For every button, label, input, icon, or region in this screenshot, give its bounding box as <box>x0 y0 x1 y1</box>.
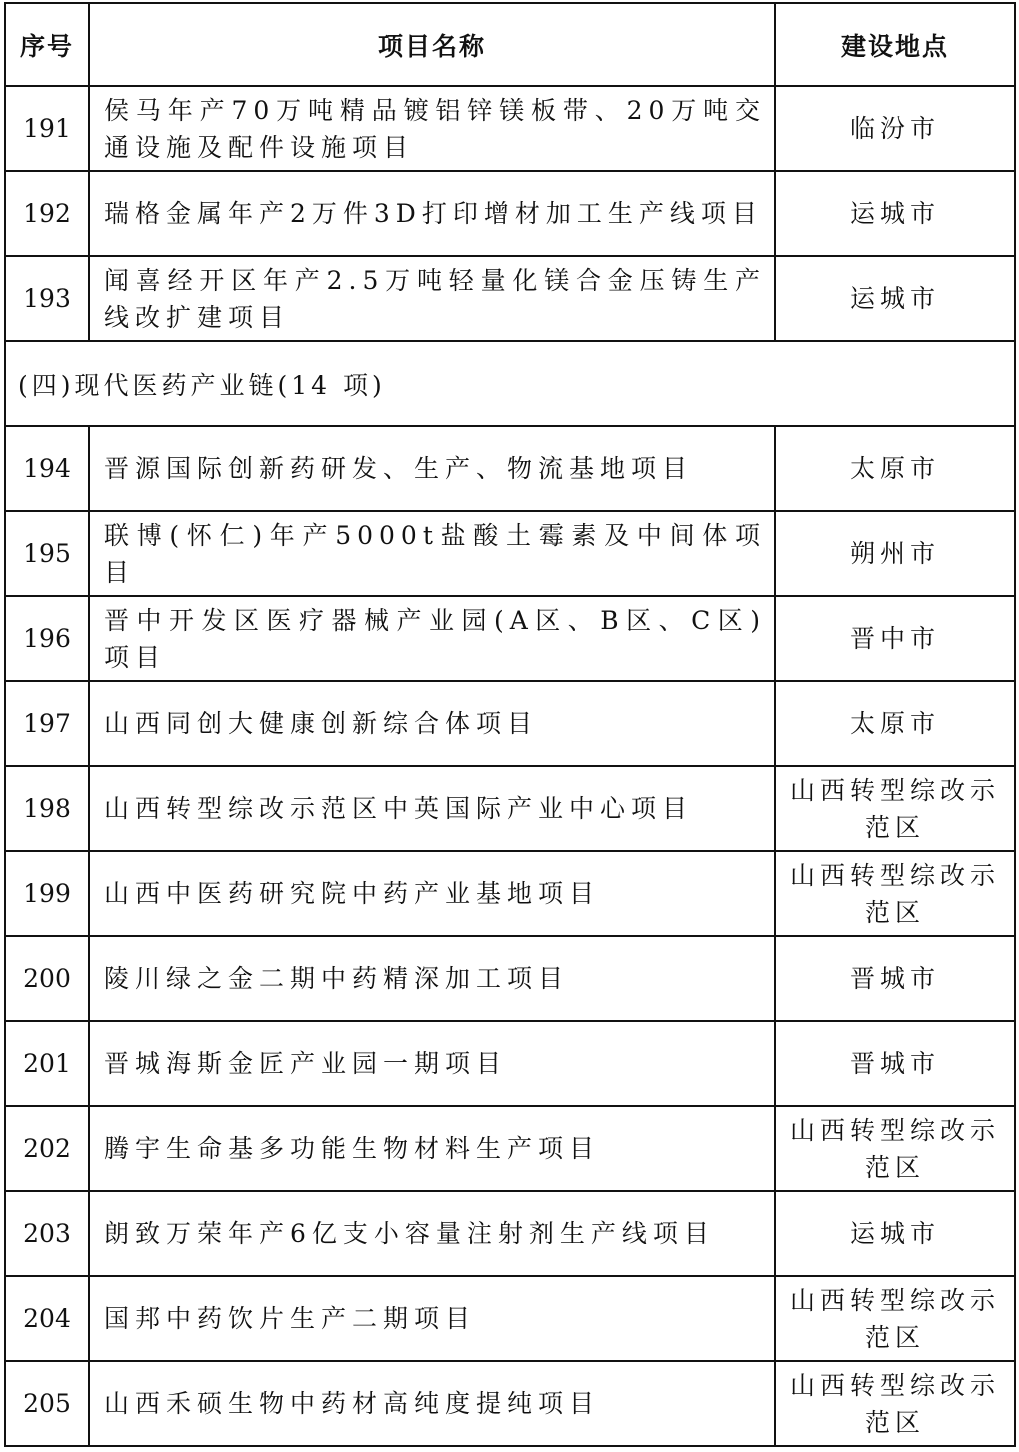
table-row <box>5 1276 1015 1361</box>
row-number: 195 <box>5 511 89 596</box>
row-number: 193 <box>5 256 89 341</box>
row-number: 191 <box>5 86 89 171</box>
row-location: 晋城市 <box>775 936 1015 1021</box>
row-location: 太原市 <box>775 426 1015 511</box>
row-project-name: 闻喜经开区年产2.5万吨轻量化镁合金压铸生产线改扩建项目 <box>89 256 775 341</box>
row-number: 197 <box>5 681 89 766</box>
row-location: 运城市 <box>775 1191 1015 1276</box>
table-row <box>5 596 1015 681</box>
project-table <box>4 2 1016 1447</box>
header-project-name: 项目名称 <box>89 3 775 86</box>
row-number: 204 <box>5 1276 89 1361</box>
row-project-name: 晋源国际创新药研发、生产、物流基地项目 <box>89 426 775 511</box>
row-location: 晋中市 <box>775 596 1015 681</box>
row-project-name: 晋城海斯金匠产业园一期项目 <box>89 1021 775 1106</box>
table-row <box>5 1361 1015 1446</box>
row-project-name: 陵川绿之金二期中药精深加工项目 <box>89 936 775 1021</box>
table-row <box>5 86 1015 171</box>
table-header-row <box>5 3 1015 86</box>
row-location: 山西转型综改示范区 <box>775 1361 1015 1446</box>
row-number: 203 <box>5 1191 89 1276</box>
row-number: 202 <box>5 1106 89 1191</box>
row-project-name: 晋中开发区医疗器械产业园(A区、B区、C区)项目 <box>89 596 775 681</box>
row-project-name: 朗致万荣年产6亿支小容量注射剂生产线项目 <box>89 1191 775 1276</box>
row-location: 太原市 <box>775 681 1015 766</box>
table-row <box>5 766 1015 851</box>
row-project-name: 山西禾硕生物中药材高纯度提纯项目 <box>89 1361 775 1446</box>
row-project-name: 瑞格金属年产2万件3D打印增材加工生产线项目 <box>89 171 775 256</box>
table-row <box>5 171 1015 256</box>
row-project-name: 国邦中药饮片生产二期项目 <box>89 1276 775 1361</box>
header-serial-number: 序号 <box>5 3 89 86</box>
row-location: 临汾市 <box>775 86 1015 171</box>
row-location: 晋城市 <box>775 1021 1015 1106</box>
table-row <box>5 256 1015 341</box>
row-project-name: 侯马年产70万吨精品镀铝锌镁板带、20万吨交通设施及配件设施项目 <box>89 86 775 171</box>
section-title: (四)现代医药产业链(14 项) <box>5 341 1015 426</box>
row-number: 198 <box>5 766 89 851</box>
header-location: 建设地点 <box>775 3 1015 86</box>
row-number: 201 <box>5 1021 89 1106</box>
row-location: 朔州市 <box>775 511 1015 596</box>
row-project-name: 山西中医药研究院中药产业基地项目 <box>89 851 775 936</box>
table-row <box>5 1021 1015 1106</box>
row-location: 山西转型综改示范区 <box>775 1106 1015 1191</box>
row-number: 205 <box>5 1361 89 1446</box>
row-project-name: 腾宇生命基多功能生物材料生产项目 <box>89 1106 775 1191</box>
table-row <box>5 681 1015 766</box>
row-number: 194 <box>5 426 89 511</box>
row-location: 山西转型综改示范区 <box>775 851 1015 936</box>
row-project-name: 联博(怀仁)年产5000t盐酸土霉素及中间体项目 <box>89 511 775 596</box>
table-row <box>5 1191 1015 1276</box>
row-number: 196 <box>5 596 89 681</box>
row-project-name: 山西转型综改示范区中英国际产业中心项目 <box>89 766 775 851</box>
row-location: 山西转型综改示范区 <box>775 1276 1015 1361</box>
section-heading-row <box>5 341 1015 426</box>
row-project-name: 山西同创大健康创新综合体项目 <box>89 681 775 766</box>
row-number: 199 <box>5 851 89 936</box>
row-number: 200 <box>5 936 89 1021</box>
table-row <box>5 936 1015 1021</box>
row-location: 山西转型综改示范区 <box>775 766 1015 851</box>
row-number: 192 <box>5 171 89 256</box>
table-row <box>5 426 1015 511</box>
table-row <box>5 1106 1015 1191</box>
row-location: 运城市 <box>775 171 1015 256</box>
table-row <box>5 851 1015 936</box>
table-row <box>5 511 1015 596</box>
row-location: 运城市 <box>775 256 1015 341</box>
